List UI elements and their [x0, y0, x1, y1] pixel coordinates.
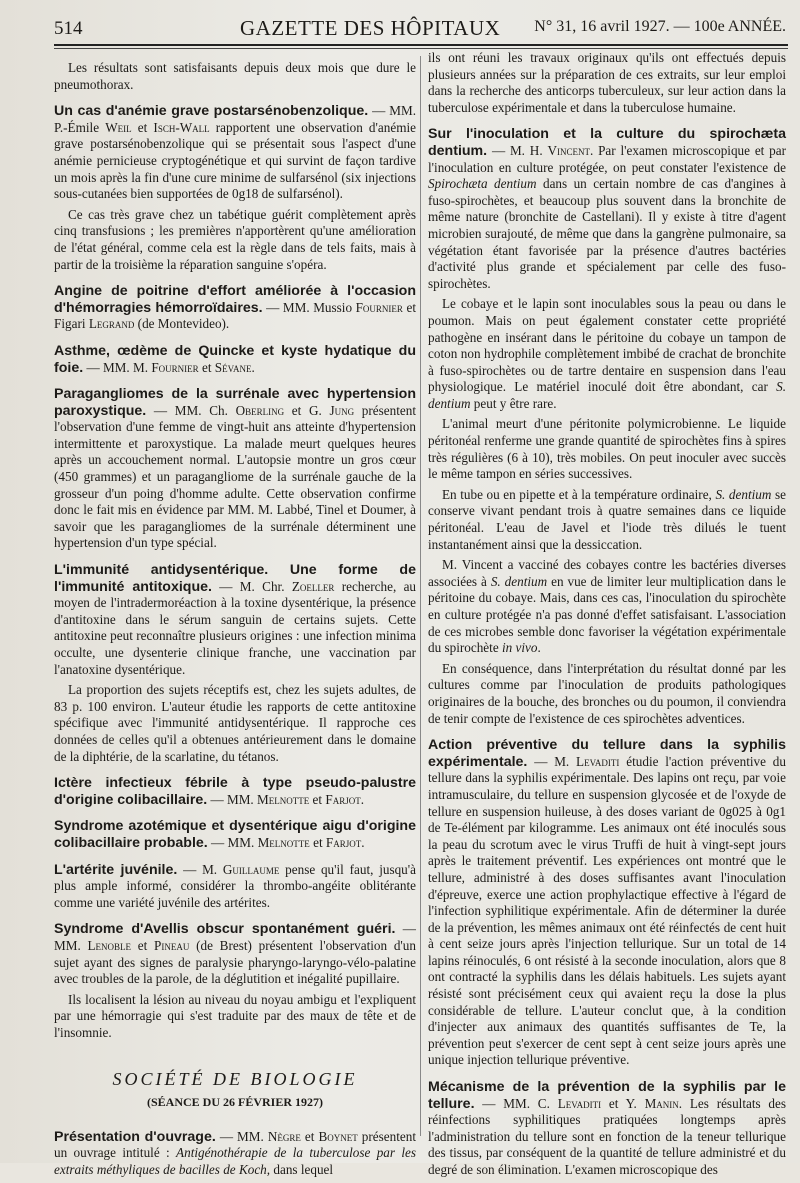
article-ictere: Ictère infectieux fébrile à type pseudo-palustre d'origine colibacillaire. — MM. Melnotte et Farjot.: [54, 775, 416, 808]
article-title: Paragangliomes de la surrénale avec hypertension paroxystique.: [54, 386, 416, 419]
article-title: Syndrome d'Avellis obscur spontanément guéri.: [54, 921, 396, 938]
author-name: Levaditi: [557, 1095, 602, 1111]
article-syndrome-azotemique: Syndrome azotémique et dysentérique aigu d'origine colibacillaire probable. — MM. Melnotte et Farjot.: [54, 818, 416, 851]
issue-info: N° 31, 16 avril 1927. — 100e ANNÉE.: [534, 18, 786, 35]
article-asthme: Asthme, œdème de Quincke et kyste hydatique du foie. — MM. M. Fournier et Sévane.: [54, 342, 416, 376]
author-name: Pineau: [154, 937, 190, 953]
article-presentation: Présentation d'ouvrage. — MM. Nègre et Boynet présentent un ouvrage intitulé : Antigénothérapie de la tuberculose par les extraits méthyliques de bacilles de Koch, dans lequel: [54, 1128, 417, 1177]
journal-title: GAZETTE DES HÔPITAUX: [240, 16, 501, 40]
author-name: Fournier: [151, 359, 199, 375]
author-name: Fournier: [355, 299, 403, 315]
article-spirochaeta: Sur l'inoculation et la culture du spirochæta dentium. — M. H. Vincent. Par l'examen microscopique et par l'inoculation en culture protégée, on peut constater l'existence de Spirochæta dentium dans un certain nombre de cas d'angines à fuso-spirochètes, et beaucoup plus souvent dans la bronchite de même nature (bronchite de Castellani). Il y existe à titre d'agent microbien surajouté, de même que dans la gangrène pulmonaire, sa végétation étant favorisée par la présence d'autres bactéries d'activité plus grande et spécialement par celle des fuso-spirochètes.: [428, 126, 787, 291]
author-name: Isch-Wall: [153, 119, 210, 135]
author-name: Melnotte: [257, 791, 310, 807]
article-angine: Angine de poitrine d'effort améliorée à l'occasion d'hémorragies hémorroïdaires. — MM. Mussio Fournier et Figari Legrand (de Montevideo).: [54, 283, 416, 332]
header-rule-thin: [54, 48, 788, 49]
column-divider: [420, 56, 421, 1136]
article-title: L'artérite juvénile.: [54, 861, 178, 878]
author-name: Melnotte: [257, 834, 310, 850]
author-name: Levaditi: [576, 753, 620, 769]
right-column: [428, 50, 786, 1183]
article-tellure-action: Action préventive du tellure dans la syphilis expérimentale. — M. Levaditi étudie l'action préventive du tellure dans la syphilis expérimentale. Des lapins ont reçu, par voie intramusculaire, du tellure en suspension glycosée et de l'oxyde de tellure en suspension huileuse, à des doses variant de 0g025 à 0g1 de Te-élément par kilogramme. Les animaux ont été inoculés sous la peau du scrotum avec le virus Truffi de huit à vingt-sept jours après le traitement préventif. Les expériences ont montré que le tellure, administré à des doses suffisantes avant l'inoculation d'épreuve, exerce une action prophylactique effective à l'égard de l'infection syphilitique expérimentale. Afin de déterminer la durée de la prévention, les mêmes animaux ont été réinfectés de cent huit à cent seize jours après l'injection tellurique. Sur un total de 14 lapins réinoculés, 6 ont résisté à la seconde inoculation, alors que 8 ont contracté la syphilis dans les délais habituels. Les sujets ayant résisté sont précisément ceux qui avaient reçu la dose la plus considérable de tellure. L'auteur conclut que, à la condition d'injecter aux animaux des quantités suffisantes de Te, la prévention peut s'exercer de cent sept à cent seize jours après une unique injection tellurique préventive.: [428, 737, 786, 1068]
article-anemie: Un cas d'anémie grave postarsénobenzolique. — MM. P.-Émile Weil et Isch-Wall rapportent une observation d'anémie grave postarsénobenzolique qui se présentait sous l'aspect d'une anémie pernicieuse cryptogénétique et qui survint de façon tardive un mois après la fin d'une cure minime de sulfarsénol (six injections sous-cutanées bien supportées de 0g18 de sulfarsénol).: [54, 103, 417, 202]
author-name: Jung: [329, 402, 355, 418]
article-paragraph: M. Vincent a vacciné des cobayes contre les bactéries diverses associées à S. dentium en vue de limiter leur multiplication dans le péritoine du cobaye. Mais, dans ces cas, l'inoculation du spirochète en culture protégée n'a pas donné d'effet satisfaisant. L'association de ces microbes semble donc favoriser la végétation expérimentale du spirochète in vivo.: [428, 557, 786, 656]
article-title: Un cas d'anémie grave postarsénobenzolique.: [54, 103, 369, 120]
article-paragraph: La proportion des sujets réceptifs est, chez les sujets adultes, de 83 p. 100 environ. L'auteur étudie les rapports de cette antitoxine spécifique avec l'immunité antidysentérique. Il rapproche ces données de celles qu'il a obtenues antérieurement dans le domaine de la diphtérie, de la scarlatine, du tétanos.: [54, 682, 416, 764]
article-immunite: L'immunité antidysentérique. Une forme de l'immunité antitoxique. — M. Chr. Zoeller recherche, au moyen de l'intradermoréaction à la toxine dysentérique, la présence d'antitoxine dans le sérum sanguin de certains sujets. Cette antitoxine peut reconnaître plusieurs origines : une infection minima occulte, une dysenterie clinique franche, une vaccination par l'anatoxine dysentérique.: [54, 562, 417, 677]
book-title: Antigénothérapie de la tuberculose par les extraits méthyliques de bacilles de Koch,: [54, 1145, 417, 1177]
article-paragraph: Le cobaye et le lapin sont inoculables sous la peau ou dans le poumon. Mais on peut également constater cette propriété pathogène en insérant dans le péritoine du cobaye un tampon de coton non hydrophile complètement imbibé de crachat de bronchite à fuso-spirochètes ou de tartre dentaire en suspension dans l'eau physiologique. Le matériel inoculé doit être abondant, car S. dentium peut y être rare.: [428, 296, 786, 411]
article-paragraph: En tube ou en pipette et à la température ordinaire, S. dentium se conserve vivant pendant trois à quatre semaines dans ce liquide péritonéal. L'eau de Javel et l'iode très dilués le tuent instantanément ainsi que la dessiccation.: [428, 486, 786, 552]
article-paragangliomes: Paragangliomes de la surrénale avec hypertension paroxystique. — MM. Ch. Oberling et G. Jung présentent l'observation d'une femme de vingt-huit ans atteinte d'hypertension intermittente et paroxystique. La malade meurt quelques heures après un accouchement normal. L'autopsie montre un gros cœur (450 grammes) et un paragangliome de la surrénale gauche de la grosseur d'un poing d'homme adulte. Cette observation confirme donc le fait mis en évidence par MM. M. Labbé, Tinel et Doumer, à savoir que les paragangliomes de la surrénale déterminent une hypertension d'un type spécial.: [54, 386, 416, 551]
article-title: Présentation d'ouvrage.: [54, 1128, 216, 1145]
article-title: Asthme, œdème de Quincke et kyste hydatique du foie.: [54, 342, 416, 376]
author-name: Farjot: [325, 834, 362, 850]
author-name: Manin: [644, 1095, 679, 1111]
article-title: Action préventive du tellure dans la syphilis expérimentale.: [428, 737, 786, 770]
author-name: Vincent: [547, 142, 590, 158]
article-tellure-mecanisme: Mécanisme de la prévention de la syphilis par le tellure. — MM. C. Levaditi et Y. Manin. Les résultats des réinfections syphilitiques pratiquées longtemps après l'administration du tellure sont en fonction de la teneur tellurique des tissus, par conséquent de la quantité de tellure administré et du degré de son élimination. L'examen microscopique des: [428, 1079, 786, 1177]
article-arterite: L'artérite juvénile. — M. Guillaume pense qu'il faut, jusqu'à plus ample informé, considérer la thrombo-angéite oblitérante comme une variété juvénile des artérites.: [54, 861, 416, 910]
article-title: Ictère infectieux fébrile à type pseudo-palustre d'origine colibacillaire.: [54, 775, 416, 808]
author-name: Nègre: [267, 1128, 301, 1144]
section-date: (SÉANCE DU 26 FÉVRIER 1927): [146, 1095, 323, 1110]
article-title: Angine de poitrine d'effort améliorée à l'occasion d'hémorragies hémorroïdaires.: [54, 283, 416, 316]
article-paragraph: En conséquence, dans l'interprétation du résultat donné par les cultures comme par l'inoculation de produits pathologiques originaires de la bouche, des bronches ou du poumon, il conviendra de tenir compte de l'existence de ces spirochètes adventices.: [428, 660, 786, 726]
page-number: 514: [54, 18, 83, 39]
intro-paragraph: Les résultats sont satisfaisants depuis deux mois que dure le pneumothorax.: [54, 60, 416, 92]
author-name: Weil: [105, 119, 132, 135]
left-column: [54, 60, 416, 1182]
author-name: Sévane: [214, 359, 252, 375]
header-rule: [54, 44, 788, 46]
article-title: L'immunité antidysentérique. Une forme de l'immunité antitoxique.: [54, 562, 416, 595]
article-paragraph: L'animal meurt d'une péritonite polymicrobienne. Le liquide péritonéal renferme une grande quantité de spirochètes fins à spires très régulières (6 à 10), très mobiles. On peut inoculer avec succès le même tampon en séries successives.: [428, 416, 786, 482]
article-title: Sur l'inoculation et la culture du spirochæta dentium.: [428, 126, 786, 159]
author-name: Guillaume: [222, 861, 280, 877]
article-title: Syndrome azotémique et dysentérique aigu d'origine colibacillaire probable.: [54, 818, 416, 851]
article-paragraph: Ils localisent la lésion au niveau du noyau ambigu et l'expliquent par une hémorragie qui s'est traduite par des maux de tête et de l'insomnie.: [54, 991, 416, 1040]
article-title: Mécanisme de la prévention de la syphilis par le tellure.: [428, 1079, 786, 1112]
article-paragraph: Ce cas très grave chez un tabétique guérit complètement après cinq transfusions ; les premières n'apportèrent qu'une amélioration de l'état général, comme cela est la règle dans de tels faits, mais à partir de la troisième la réparation sanguine s'opéra.: [54, 206, 416, 272]
author-name: Oberling: [235, 402, 285, 418]
author-name: Farjot: [325, 791, 361, 807]
author-name: Lenoble: [87, 937, 132, 953]
article-avellis: Syndrome d'Avellis obscur spontanément guéri. — MM. Lenoble et Pineau (de Brest) présentent l'observation d'un sujet ayant des signes de paralysie pharyngo-laryngo-vélo-palatine avec troubles de la parole, de la déglutition et inégalité pupillaire.: [54, 921, 416, 987]
section-heading: SOCIÉTÉ DE BIOLOGIE: [112, 1069, 358, 1090]
author-name: Legrand: [88, 316, 135, 332]
continued-paragraph: ils ont réuni les travaux originaux qu'ils ont effectués depuis plusieurs années sur la préparation de ces extraits, sur leur emploi dans la recherche des anticorps tuberculeux, sur leur action dans la tuberculose expérimentale et dans la tuberculose humaine.: [428, 50, 786, 115]
author-name: Boynet: [318, 1128, 358, 1144]
author-name: Zoeller: [291, 578, 335, 594]
page-header: [54, 12, 786, 42]
